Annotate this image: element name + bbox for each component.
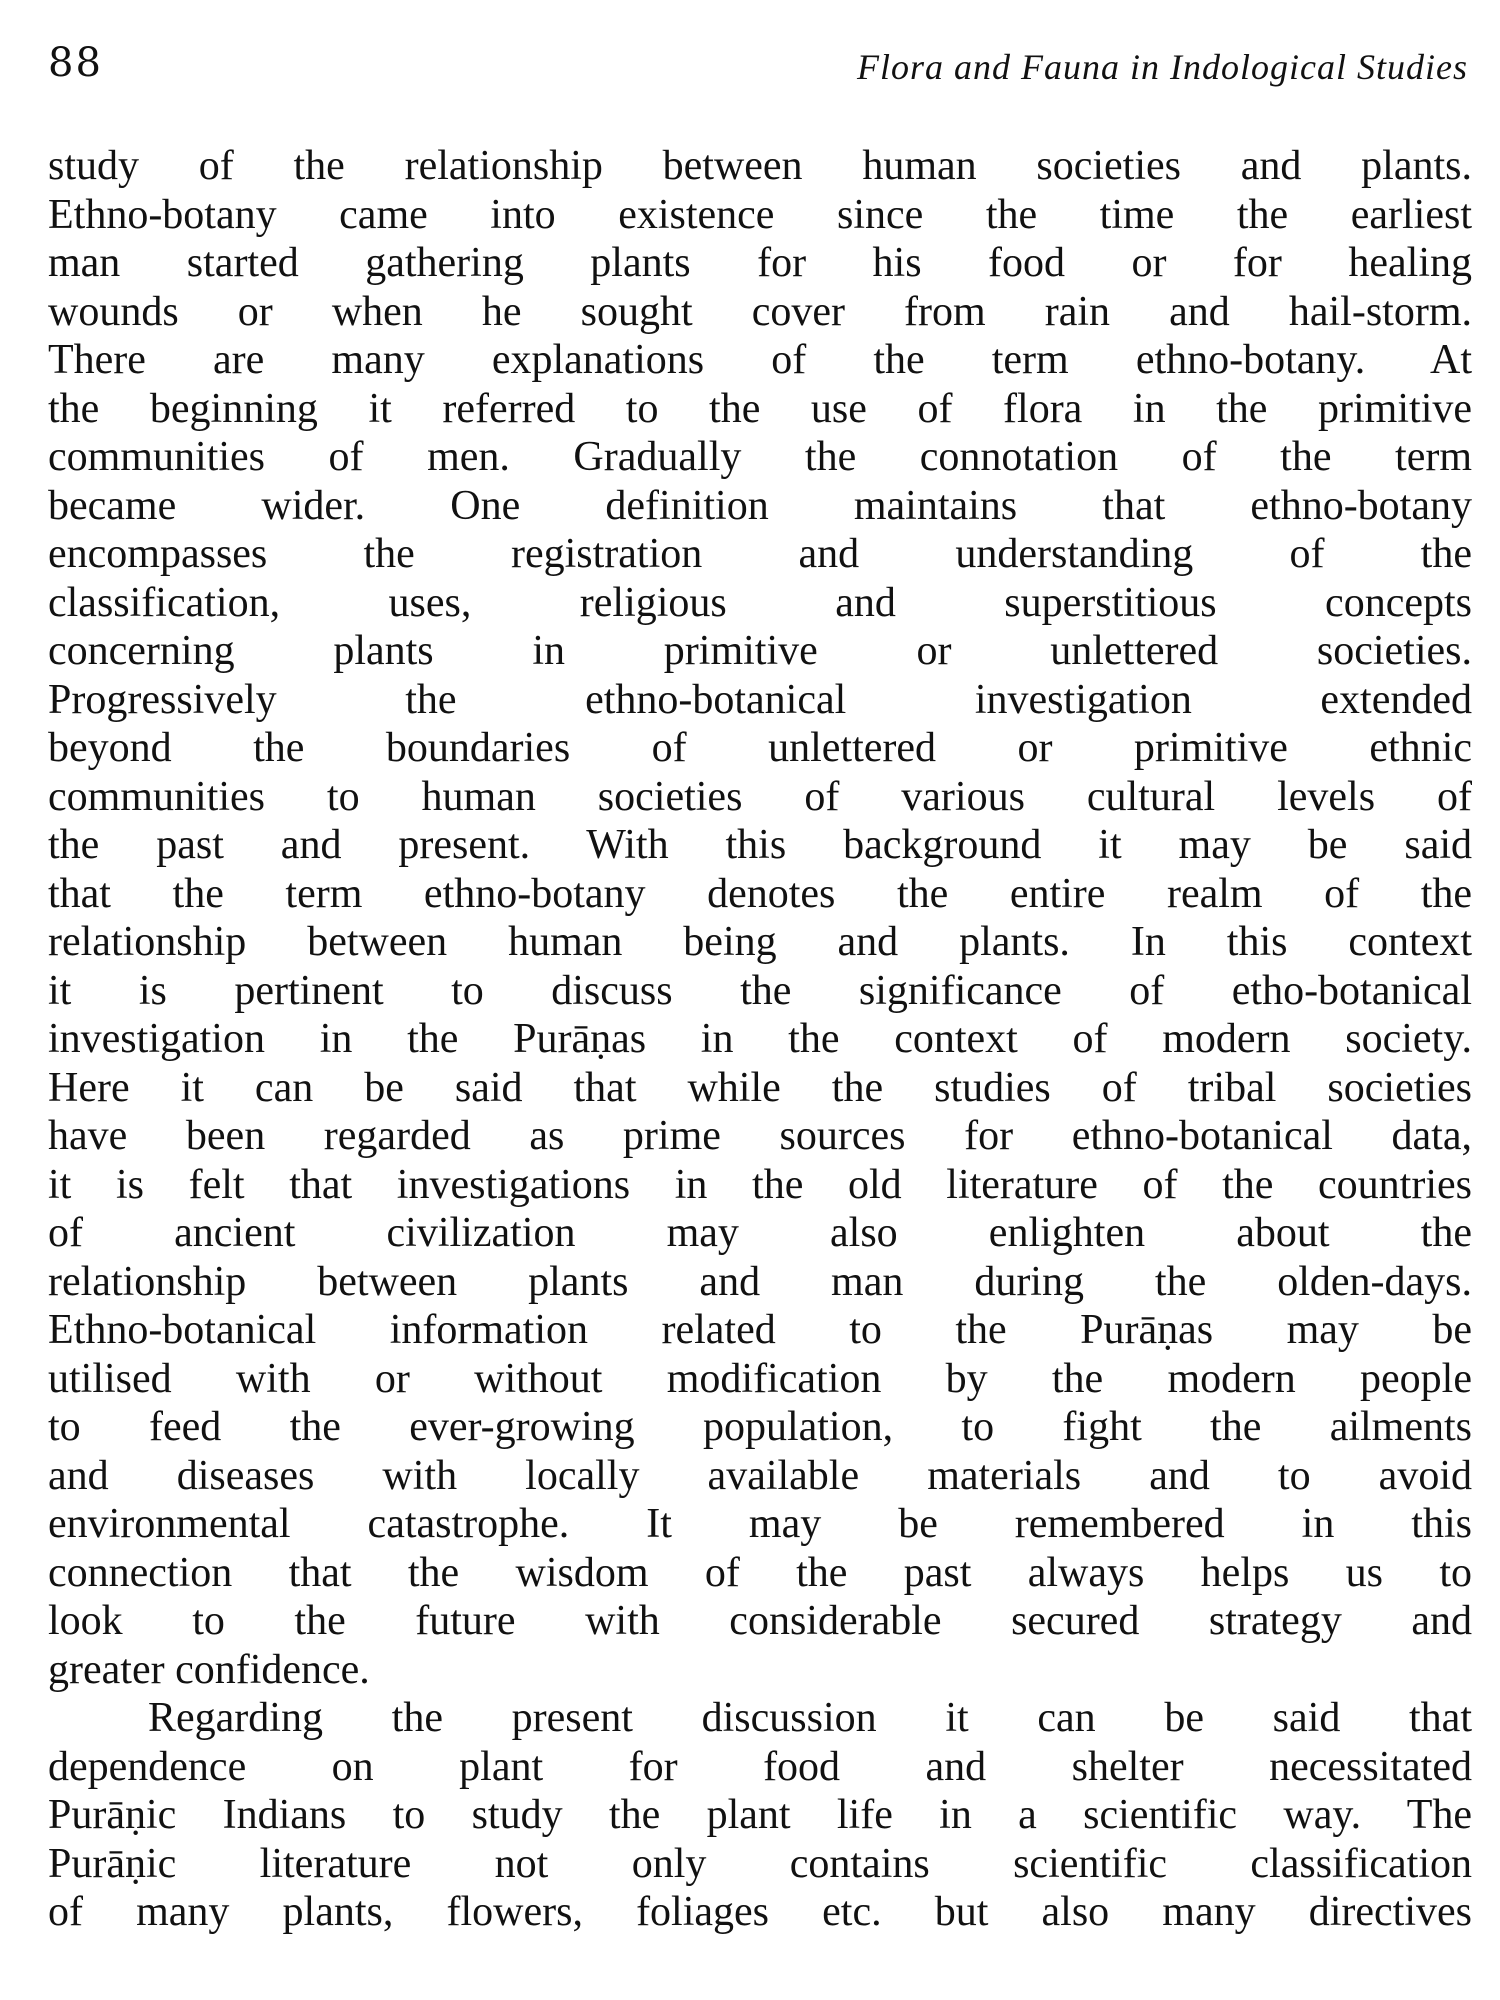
text-line: of many plants, flowers, foliages etc. but also many directives <box>48 1889 1472 1935</box>
text-line: encompasses the registration and understanding of the <box>48 531 1472 577</box>
page-header <box>48 40 1468 100</box>
text-line: Here it can be said that while the studies of tribal societies <box>48 1064 1472 1111</box>
text-line: communities of men. Gradually the connotation of the term <box>48 434 1472 480</box>
text-line: that the term ethno-botany denotes the entire realm of the <box>48 870 1472 917</box>
text-line: have been regarded as prime sources for ethno-botanical data, <box>48 1113 1472 1159</box>
body-text <box>48 142 1472 1937</box>
text-line: became wider. One definition maintains that ethno-botany <box>48 482 1472 529</box>
text-line: the beginning it referred to the use of flora in the primitive <box>48 385 1472 432</box>
running-title: Flora and Fauna in Indological Studies <box>857 47 1468 87</box>
text-line: Purāṇic Indians to study the plant life in a scientific way. The <box>48 1792 1472 1838</box>
text-line: look to the future with considerable secured strategy and <box>48 1598 1472 1644</box>
paragraph-2 <box>48 1694 1472 1937</box>
text-line: Ethno-botany came into existence since the time the earliest <box>48 191 1472 238</box>
text-line: Purāṇic literature not only contains scientific classification <box>48 1840 1472 1887</box>
text-line: relationship between plants and man during the olden-days. <box>48 1258 1472 1305</box>
text-line: connection that the wisdom of the past always helps us to <box>48 1549 1472 1596</box>
text-line: the past and present. With this background it may be said <box>48 822 1472 868</box>
text-line: classification, uses, religious and superstitious concepts <box>48 579 1472 626</box>
text-line: beyond the boundaries of unlettered or primitive ethnic <box>48 725 1472 771</box>
text-line: to feed the ever-growing population, to fight the ailments <box>48 1404 1472 1450</box>
text-line: study of the relationship between human societies and plants. <box>48 143 1472 189</box>
paragraph-1 <box>48 142 1472 1694</box>
text-line: and diseases with locally available materials and to avoid <box>48 1452 1472 1499</box>
text-line: of ancient civilization may also enlighten about the <box>48 1210 1472 1256</box>
text-line: Progressively the ethno-botanical investigation extended <box>48 676 1472 723</box>
text-line: wounds or when he sought cover from rain and hail-storm. <box>48 288 1472 335</box>
text-line: dependence on plant for food and shelter necessitated <box>48 1743 1472 1790</box>
text-line: There are many explanations of the term ethno-botany. At <box>48 337 1472 383</box>
text-line: communities to human societies of various cultural levels of <box>48 773 1472 820</box>
text-line: concerning plants in primitive or unlettered societies. <box>48 628 1472 674</box>
text-line: relationship between human being and plants. In this context <box>48 919 1472 965</box>
text-line: investigation in the Purāṇas in the context of modern society. <box>48 1016 1472 1062</box>
text-line: Regarding the present discussion it can be said that <box>148 1695 1472 1741</box>
text-line: greater confidence. <box>48 1646 370 1693</box>
text-line: it is felt that investigations in the old literature of the countries <box>48 1161 1472 1208</box>
text-line: environmental catastrophe. It may be remembered in this <box>48 1501 1472 1547</box>
page-number: 88 <box>48 40 103 86</box>
text-line: Ethno-botanical information related to the Purāṇas may be <box>48 1307 1472 1353</box>
text-line: man started gathering plants for his food or for healing <box>48 240 1472 286</box>
text-line: it is pertinent to discuss the significance of etho-botanical <box>48 967 1472 1014</box>
text-line: utilised with or without modification by the modern people <box>48 1355 1472 1402</box>
